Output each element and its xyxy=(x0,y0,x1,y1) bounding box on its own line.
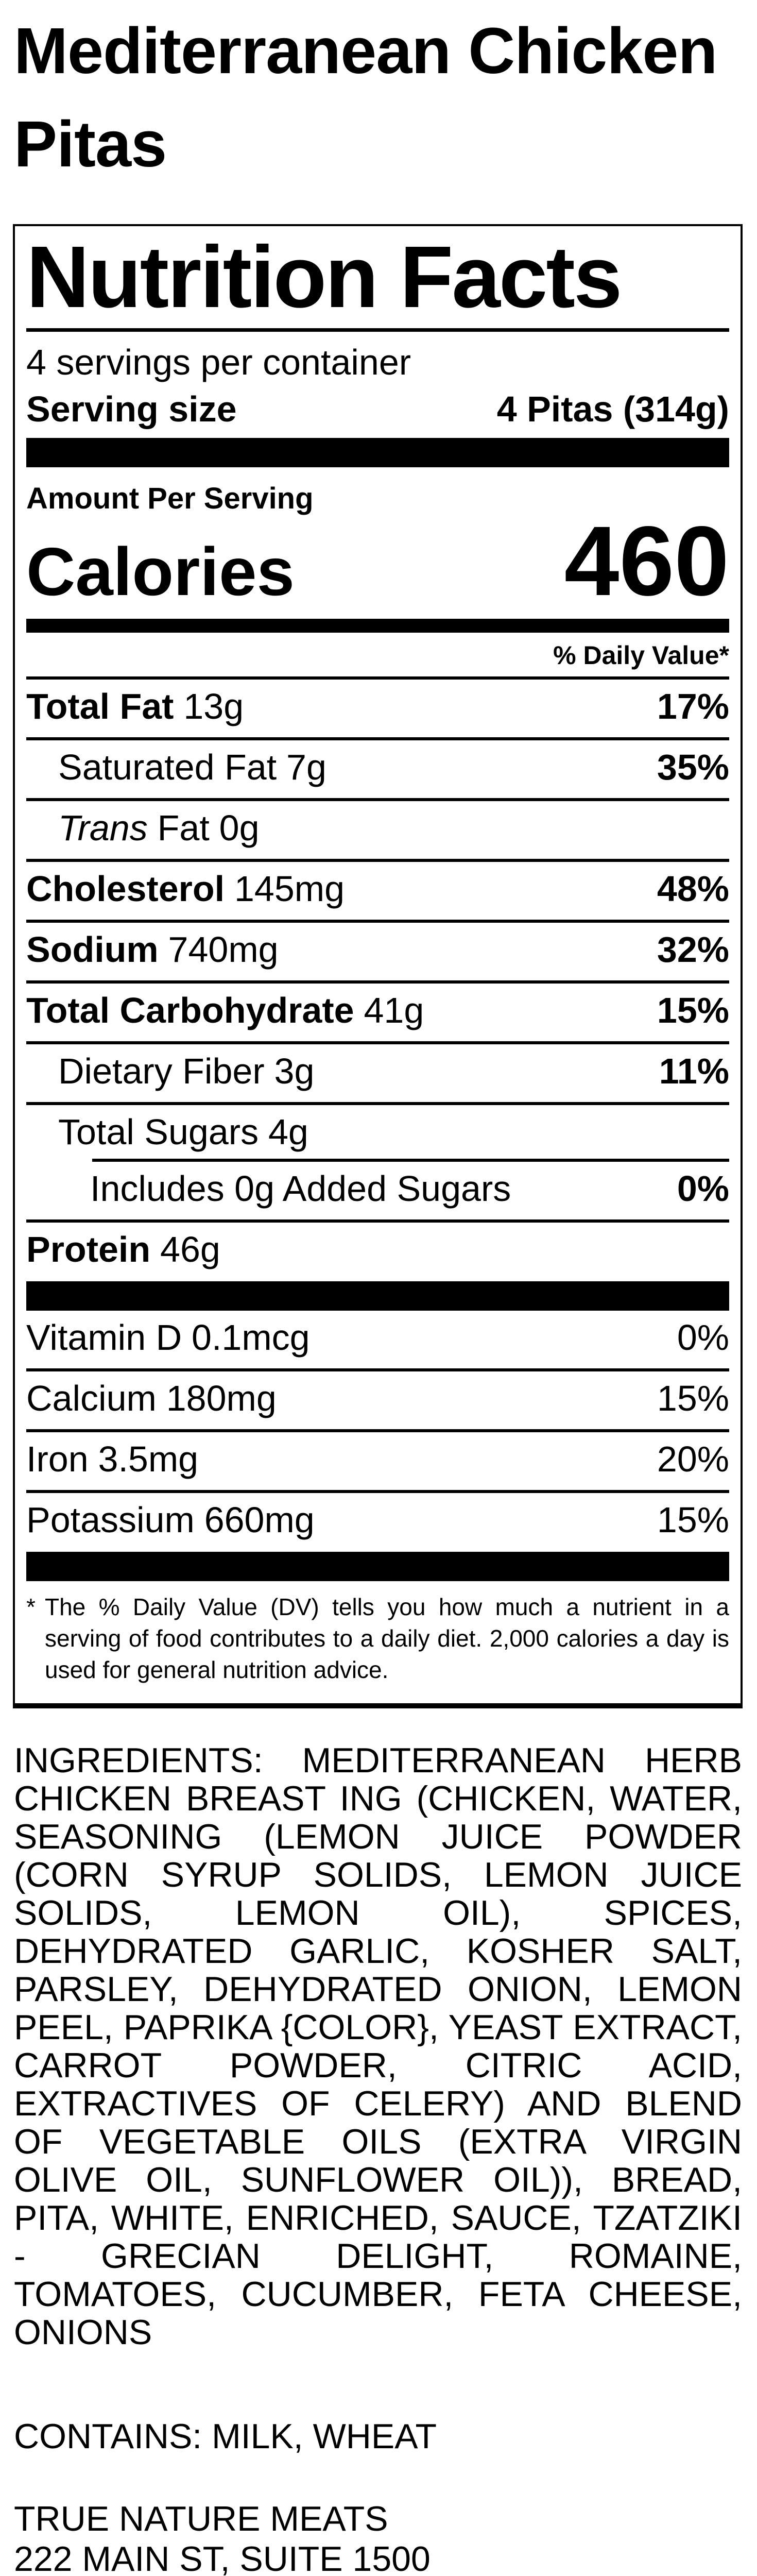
nutrient-row-added-sugars xyxy=(26,1162,729,1215)
nutrient-row-total-carbohydrate xyxy=(26,984,729,1037)
nutrient-amount: 4g xyxy=(268,1112,308,1153)
nutrient-dv: 0% xyxy=(677,1168,729,1209)
nutrient-row-trans-fat xyxy=(26,801,729,855)
nutrient-name: Protein xyxy=(26,1229,151,1270)
nutrient-name: Total Fat xyxy=(26,686,174,727)
medium-divider-bar xyxy=(26,619,729,633)
nutrient-amount: 0g xyxy=(219,808,260,849)
page-title: Mediterranean Chicken Pitas xyxy=(14,14,717,181)
serving-size-label: Serving size xyxy=(26,389,237,430)
nutrient-dv: 17% xyxy=(657,686,729,727)
amount-per-serving-label: Amount Per Serving xyxy=(26,482,314,516)
vitamin-row-iron xyxy=(26,1432,729,1486)
manufacturer-block xyxy=(14,2499,742,2576)
nutrient-row-sodium xyxy=(26,923,729,976)
daily-value-footnote xyxy=(26,1581,729,1703)
nutrient-amount: 41g xyxy=(364,990,424,1031)
nutrient-amount: 740mg xyxy=(168,929,279,970)
nutrient-name: Fat xyxy=(157,808,210,849)
calories-row xyxy=(26,505,729,616)
vitamin-name: Iron xyxy=(26,1439,89,1480)
nutrient-name: Sodium xyxy=(26,929,159,970)
nutrient-row-cholesterol xyxy=(26,862,729,916)
nutrient-row-total-sugars xyxy=(26,1105,729,1159)
footnote-asterisk: * xyxy=(26,1594,36,1621)
nutrient-name: Cholesterol xyxy=(26,869,225,909)
manufacturer-address-line1: 222 MAIN ST, SUITE 1500 xyxy=(14,2539,431,2576)
nutrient-name: Saturated Fat xyxy=(58,747,277,788)
nutrient-amount: 13g xyxy=(183,686,244,727)
vitamin-dv: 15% xyxy=(657,1500,729,1540)
vitamin-amount: 3.5mg xyxy=(98,1439,199,1480)
servings-per-container: 4 servings per container xyxy=(26,342,411,383)
vitamin-name: Vitamin D xyxy=(26,1317,182,1358)
nutrition-facts-label xyxy=(13,224,743,1708)
thick-divider-bar xyxy=(26,1281,729,1311)
ingredients-paragraph: INGREDIENTS: MEDITERRANEAN HERB CHICKEN BREAST ING (CHICKEN, WATER, SEASONING (LEMON JUICE POWDER (CORN SYRUP SOLIDS, LEMON JUICE SOLIDS, LEMON OIL), SPICES, DEHYDRATED GARLIC, KOSHER SALT, PARSLEY, DEHYDRATED ONION, LEMON PEEL, PAPRIKA {COLOR}, YEAST EXTRACT, CARROT POWDER, CITRIC ACID, EXTRACTIVES OF CELERY) AND BLEND OF VEGETABLE OILS (EXTRA VIRGIN OLIVE OIL, SUNFLOWER OIL)), BREAD, PITA, WHITE, ENRICHED, SAUCE, TZATZIKI - GRECIAN DELIGHT, ROMAINE, TOMATOES, CUCUMBER, FETA CHEESE, ONIONS xyxy=(14,1740,742,2352)
calories-label: Calories xyxy=(26,533,295,609)
serving-size-row xyxy=(26,386,729,433)
footnote-text: The % Daily Value (DV) tells you how much a nutrient in a serving of food contributes to a daily diet. 2,000 calories a day is used for general nutrition advice. xyxy=(45,1594,729,1683)
vitamin-name: Potassium xyxy=(26,1500,195,1540)
nutrient-dv: 35% xyxy=(657,747,729,788)
nutrient-row-protein xyxy=(26,1223,729,1276)
vitamin-amount: 0.1mcg xyxy=(192,1317,310,1358)
nutrient-name: Total Sugars xyxy=(58,1112,259,1153)
nutrient-name-italic: Trans xyxy=(58,808,148,849)
allergen-contains-line: CONTAINS: MILK, WHEAT xyxy=(14,2416,437,2456)
nutrient-amount: 7g xyxy=(286,747,326,788)
thick-divider-bar xyxy=(26,1552,729,1581)
nutrient-amount: 145mg xyxy=(234,869,345,909)
vitamin-row-potassium xyxy=(26,1493,729,1547)
daily-value-header: % Daily Value* xyxy=(553,641,729,670)
nutrient-dv: 48% xyxy=(657,869,729,909)
nutrient-amount: 46g xyxy=(160,1229,220,1270)
thick-divider-bar xyxy=(26,438,729,467)
nutrient-row-total-fat xyxy=(26,680,729,733)
nutrient-dv: 11% xyxy=(659,1051,729,1092)
nutrient-name: Dietary Fiber xyxy=(58,1051,265,1092)
vitamin-dv: 0% xyxy=(677,1317,729,1358)
vitamin-row-calcium xyxy=(26,1371,729,1425)
nutrient-dv: 32% xyxy=(657,929,729,970)
nutrient-amount: 3g xyxy=(274,1051,315,1092)
nutrient-row-dietary-fiber xyxy=(26,1044,729,1098)
vitamin-name: Calcium xyxy=(26,1378,157,1419)
vitamin-dv: 15% xyxy=(657,1378,729,1419)
nutrition-facts-heading: Nutrition Facts xyxy=(26,228,621,326)
vitamin-row-vitamin-d xyxy=(26,1311,729,1364)
vitamin-amount: 660mg xyxy=(204,1500,315,1540)
vitamin-dv: 20% xyxy=(657,1439,729,1480)
manufacturer-name: TRUE NATURE MEATS xyxy=(14,2499,388,2538)
heading-divider xyxy=(26,328,729,332)
vitamin-amount: 180mg xyxy=(166,1378,277,1419)
page xyxy=(0,4,757,2576)
nutrient-dv: 15% xyxy=(657,990,729,1031)
nutrient-name: Total Carbohydrate xyxy=(26,990,354,1031)
serving-size-value: 4 Pitas (314g) xyxy=(496,389,729,430)
nutrient-name: Includes 0g Added Sugars xyxy=(90,1168,511,1209)
calories-value: 460 xyxy=(564,505,729,616)
nutrient-row-saturated-fat xyxy=(26,740,729,794)
